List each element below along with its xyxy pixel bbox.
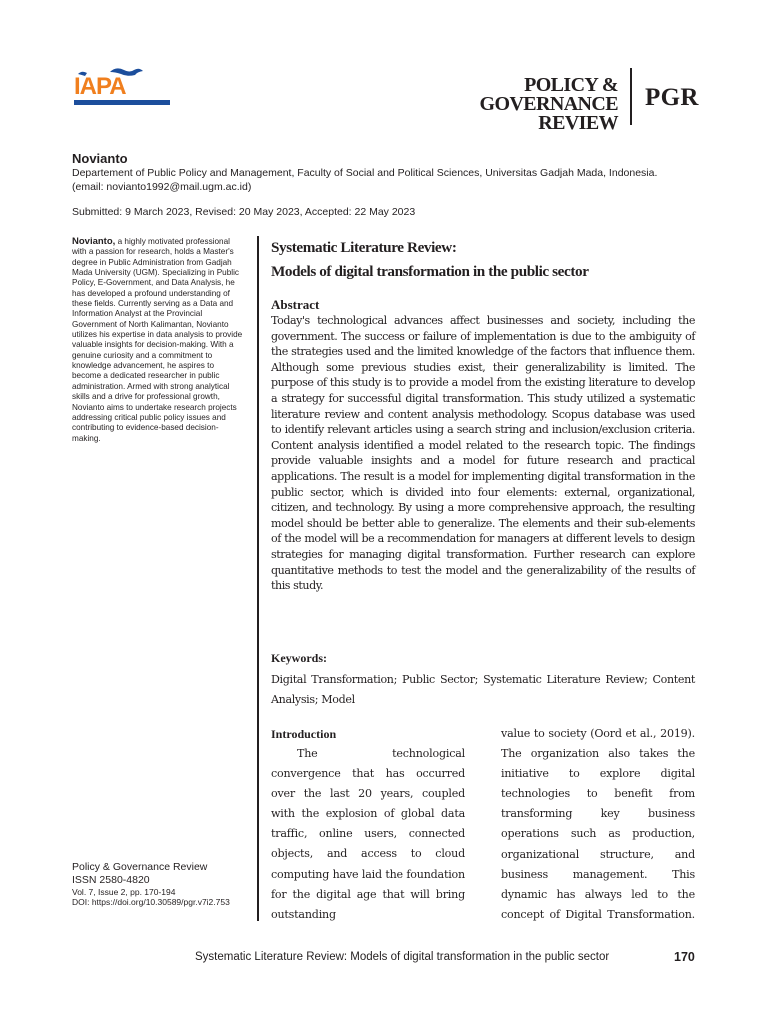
introduction-column-2: value to society (Oord et al., 2019). The organization also takes the initiative to explore digital technologies to benefit from transforming key business operations such as production, organizational structure, and business management. This dynamic has always led to the concept of Digital Transformation. bbox=[501, 727, 695, 921]
introduction-column-1 bbox=[271, 744, 465, 925]
article-title-line1: Systematic Literature Review: bbox=[271, 239, 457, 256]
introduction-heading: Introduction bbox=[271, 727, 337, 741]
author-bio bbox=[72, 237, 244, 444]
introduction-text-1: The technological convergence that has occurred over the last 20 years, coupled with the explosion of global data traffic, online users, connected objects, and access to cloud computing have laid the foundation for the digital age that will bring outstanding bbox=[271, 747, 465, 921]
keywords-text: Digital Transformation; Public Sector; Systematic Literature Review; Content Analysis; Model bbox=[271, 673, 695, 706]
iapa-logo bbox=[72, 66, 172, 108]
submission-dates: Submitted: 9 March 2023, Revised: 20 May 2023, Accepted: 22 May 2023 bbox=[72, 206, 416, 218]
page-number: 170 bbox=[674, 950, 695, 964]
journal-issn: ISSN 2580-4820 bbox=[72, 874, 150, 886]
abstract-heading: Abstract bbox=[271, 297, 320, 312]
journal-name-line2: REVIEW bbox=[538, 112, 618, 134]
svg-text:IAPA: IAPA bbox=[74, 73, 126, 100]
journal-title: Policy & Governance Review bbox=[72, 861, 208, 873]
journal-name-line1: POLICY & GOVERNANCE bbox=[479, 74, 618, 115]
author-name: Novianto bbox=[72, 151, 128, 166]
running-footer: Systematic Literature Review: Models of digital transformation in the public sector bbox=[195, 951, 610, 963]
article-title-line2: Models of digital transformation in the public sector bbox=[271, 263, 589, 280]
keywords-heading: Keywords: bbox=[271, 651, 327, 665]
article-title bbox=[271, 236, 589, 284]
journal-name bbox=[400, 76, 618, 133]
header-divider bbox=[630, 68, 632, 125]
author-email: (email: novianto1992@mail.ugm.ac.id) bbox=[72, 180, 252, 193]
journal-doi: DOI: https://doi.org/10.30589/pgr.v7i2.753 bbox=[72, 897, 230, 908]
bio-author-name: Novianto, bbox=[72, 236, 116, 247]
abstract-text: Today's technological advances affect businesses and society, including the government. The success or failure of implementation is due to the ambiguity of the strategies used and the limited knowledge of the factors that influence them. Although some previous studies exist, their generalizability is limited. The purpose of this study is to provide a model from the existing literature to develop a strategy for successful digital transformation. This study utilized a systematic literature review and content analysis methodology. Scopus database was used to identify relevant articles using a search string and inclusion/exclusion criteria. Content analysis identified a model related to the research topic. The findings provide valuable insights and a model for future research and practical applications. The result is a model for implementing digital transformation in the public sector, which is divided into four elements: external, organizational, citizen, and technology. By using a more comprehensive approach, the resulting model should be better able to generalize. The elements and their sub-elements of the model will be a recommendation for managers at different levels to design strategies for managing digital transformation. Further research can explore quantitative methods to test the model and the generalizability of the results of this study. bbox=[271, 314, 695, 593]
journal-abbreviation: PGR bbox=[645, 84, 699, 111]
affiliation-text: Departement of Public Policy and Management, Faculty of Social and Political Sciences, Universitas Gadjah Mada, Indonesia. bbox=[72, 167, 658, 179]
journal-volume: Vol. 7, Issue 2, pp. 170-194 bbox=[72, 887, 176, 897]
journal-info bbox=[72, 861, 244, 908]
bio-text: a highly motivated professional with a passion for research, holds a Master's degree in Public Administration from Gadjah Mada University (UGM). Specializing in Public Policy, E-Government, and Data Analysis, he has developed a profound understanding of these fields. Currently serving as a Data and Information Analyst at the Provincial Government of North Kalimantan, Novianto utilizes his expertise in data analysis to provide valuable insights for decision-making. With a genuine curiosity and a commitment to knowledge advancement, he aspires to become a dedicated researcher in public administration. Armed with strong analytical skills and a drive for professional growth, Novianto aims to undertake research projects addressing critical public policy issues and contributing to evidence-based decision-making. bbox=[72, 237, 243, 443]
author-affiliation bbox=[72, 167, 702, 194]
sidebar-divider bbox=[257, 236, 259, 921]
